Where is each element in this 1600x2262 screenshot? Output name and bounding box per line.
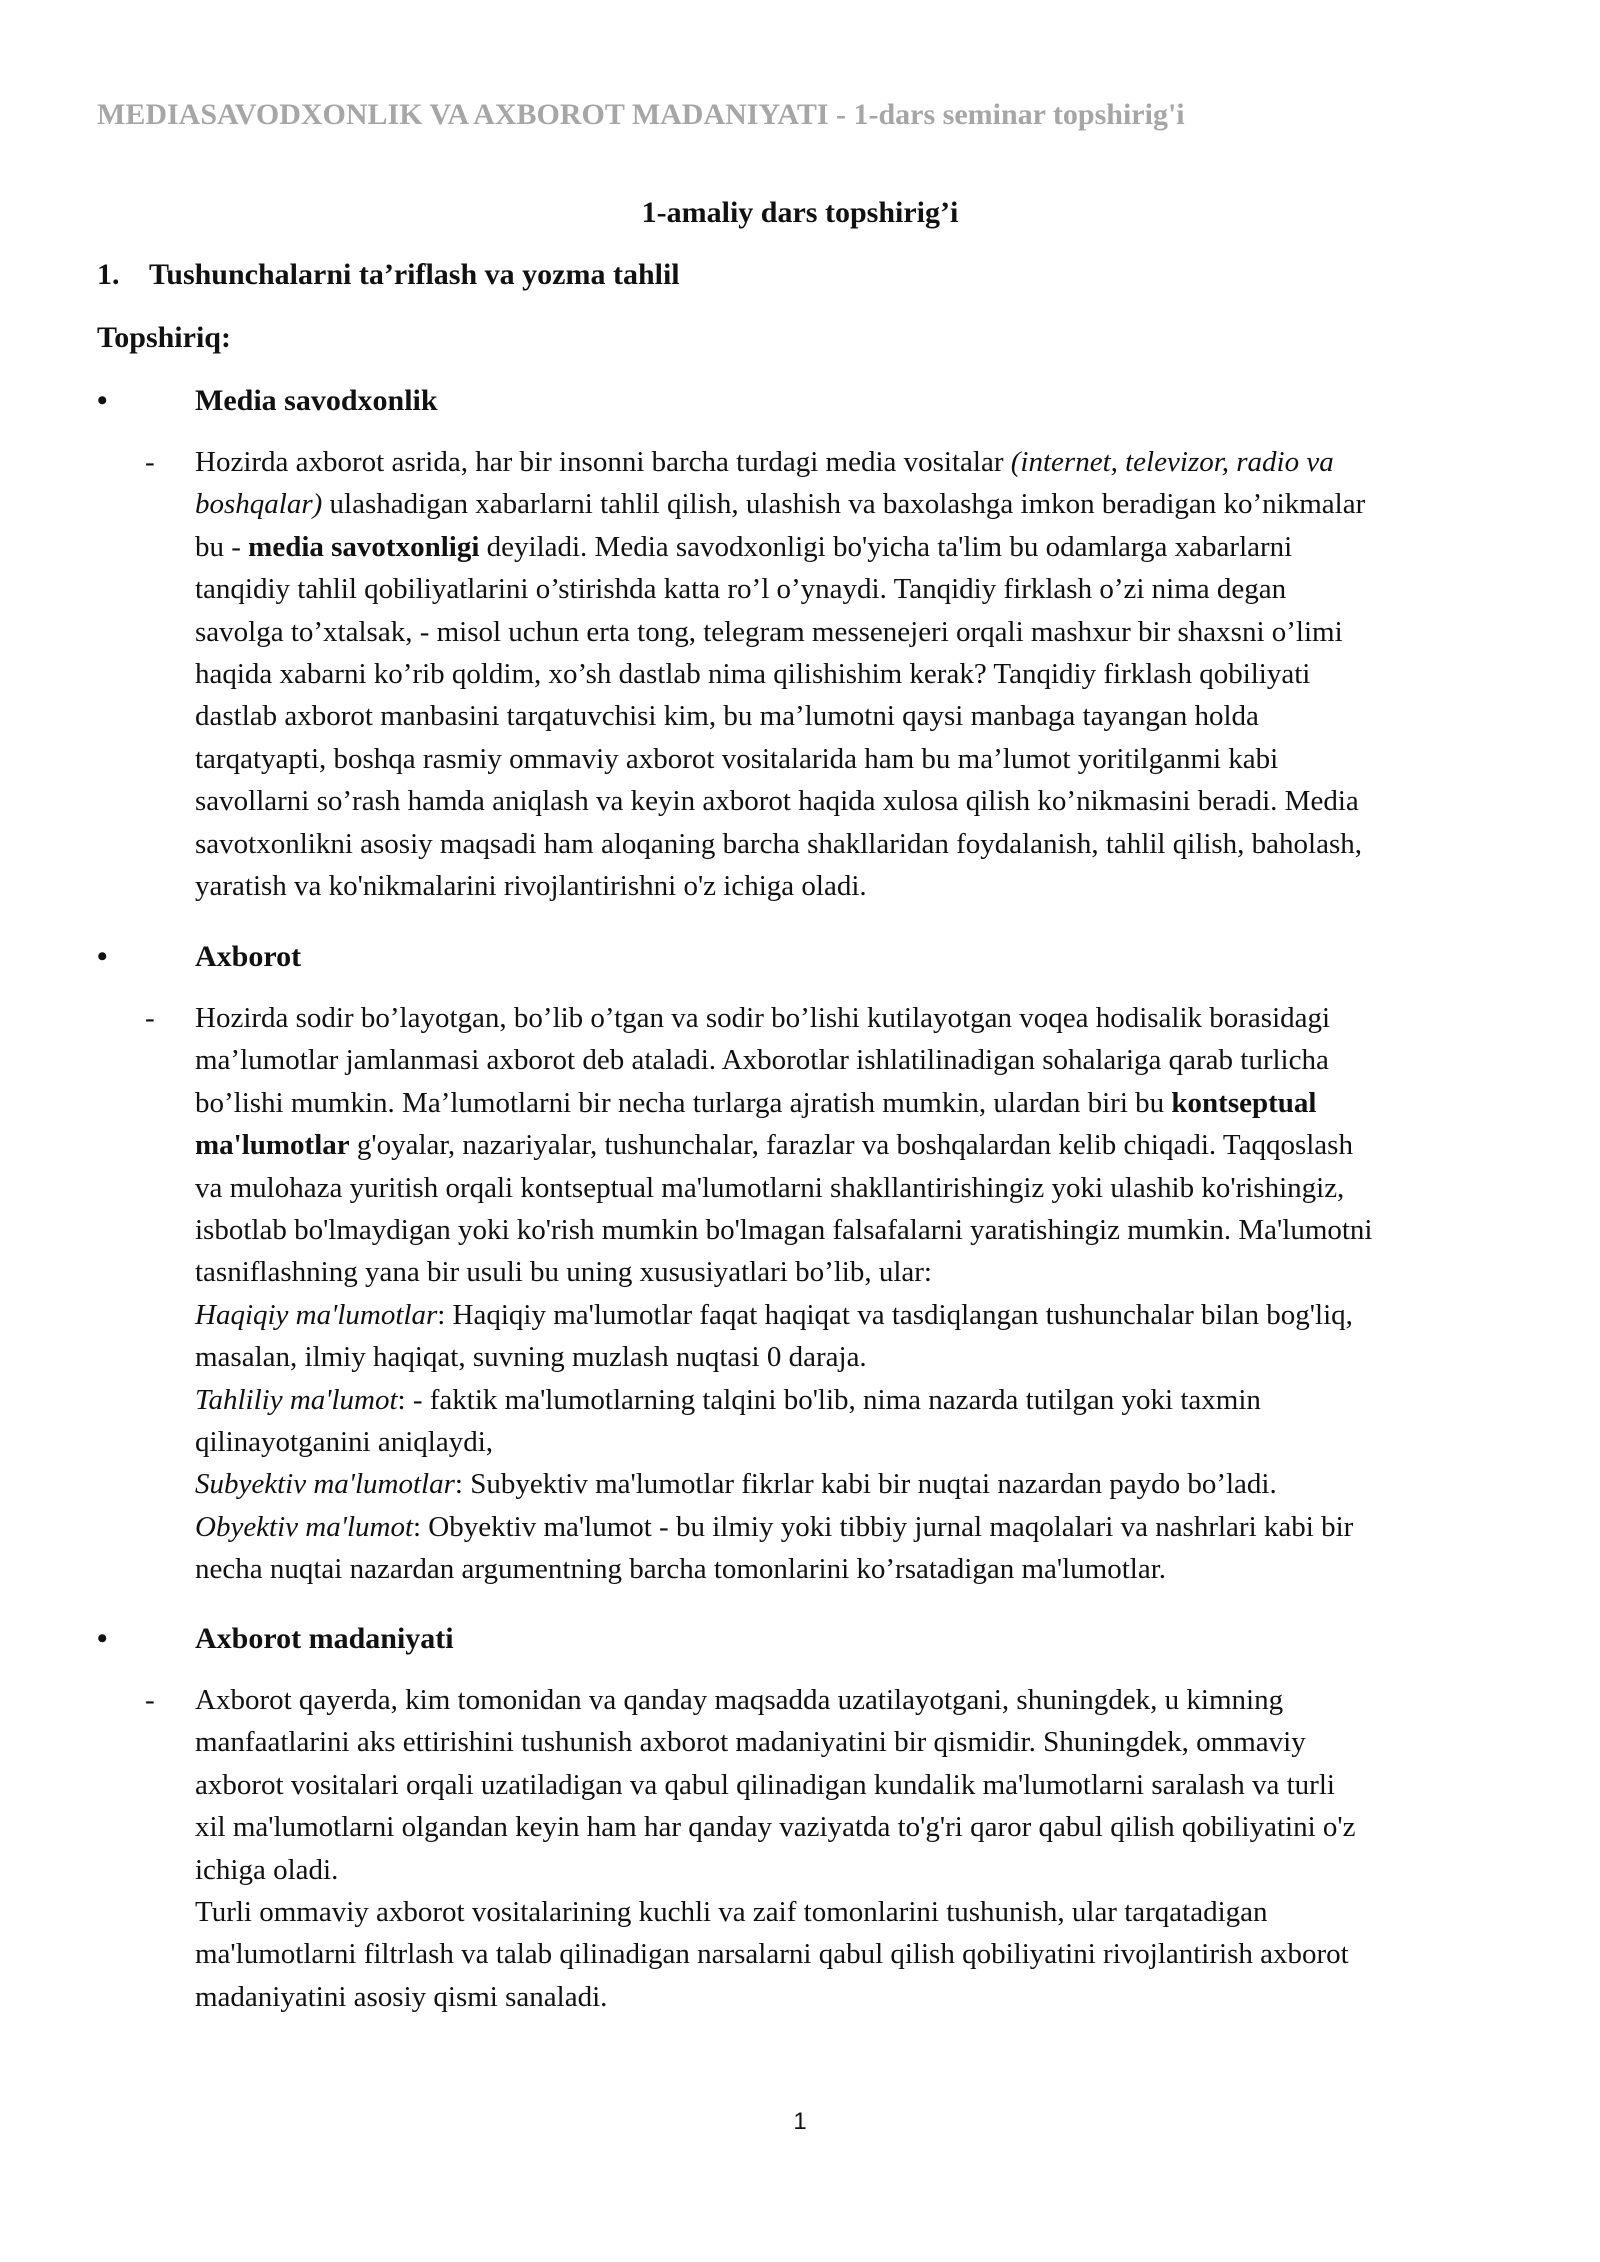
para-line: Haqiqiy ma'lumotlar: Haqiqiy ma'lumotlar faqat haqiqat va tasdiqlangan tushunchalar bilan bog'liq, <box>195 1298 1353 1331</box>
bullet-symbol: • <box>97 384 108 417</box>
document-title: 1-amaliy dars topshirig’i <box>641 196 959 229</box>
para-line: madaniyatini asosiy qismi sanaladi. <box>195 1980 608 2013</box>
para-line: isbotlab bo'lmaydigan yoki ko'rish mumkin bo'lmagan falsafalarni yaratishingiz mumkin. Ma'lumotni <box>195 1214 1373 1247</box>
para-line: ichiga oladi. <box>195 1853 339 1886</box>
para-line: bo’lishi mumkin. Ma’lumotlarni bir necha turlarga ajratish mumkin, ulardan biri bu kontseptual <box>195 1086 1317 1119</box>
para-line: Hozirda sodir bo’layotgan, bo’lib o’tgan va sodir bo’lishi kutilayotgan voqea hodisalik borasidagi <box>195 1002 1331 1034</box>
para-line: xil ma'lumotlarni olgandan keyin ham har qanday vaziyatda to'g'ri qaror qabul qilish qobiliyatini o'z <box>195 1811 1356 1844</box>
bullet-heading-media-literacy <box>97 384 438 418</box>
section-number: 1. <box>97 258 120 291</box>
task-label: Topshiriq: <box>97 321 231 354</box>
running-header: MEDIASAVODXONLIK VA AXBOROT MADANIYATI - 1-dars seminar topshirig'i <box>97 98 1185 131</box>
para-line: Tahliliy ma'lumot: - faktik ma'lumotlarning talqini bo'lib, nima nazarda tutilgan yoki taxmin <box>195 1383 1261 1416</box>
para-line: necha nuqtai nazardan argumentning barcha tomonlarini ko’rsatadigan ma'lumotlar. <box>195 1553 1167 1586</box>
para-line: boshqalar) ulashadigan xabarlarni tahlil qilish, ulashish va baxolashga imkon beradigan ko’nikmalar <box>195 488 1366 521</box>
dash-marker: - <box>145 1684 155 1716</box>
para-line: yaratish va ko'nikmalarini rivojlantirishni o'z ichiga oladi. <box>195 870 867 903</box>
para-line: ma'lumotlar g'oyalar, nazariyalar, tushunchalar, farazlar va boshqalardan kelib chiqadi. Taqqoslash <box>195 1129 1353 1162</box>
bullet-title: Axborot <box>195 940 302 973</box>
para-line: qilinayotganini aniqlaydi, <box>195 1426 494 1459</box>
para-line: savollarni so’rash hamda aniqlash va keyin axborot haqida xulosa qilish ko’nikmasini beradi. Media <box>195 785 1359 818</box>
bullet-heading-information-culture <box>97 1622 454 1656</box>
para-line: dastlab axborot manbasini tarqatuvchisi kim, bu ma’lumotni qaysi manbaga tayangan holda <box>195 700 1259 733</box>
para-line: manfaatlarini aks ettirishini tushunish axborot madaniyatini bir qismidir. Shuningdek, ommaviy <box>195 1726 1306 1759</box>
para-line: bu - media savotxonligi deyiladi. Media savodxonligi bo'yicha ta'lim bu odamlarga xabarlarni <box>195 530 1293 563</box>
para-line: tasniflashning yana bir usuli bu uning xususiyatlari bo’lib, ular: <box>195 1256 932 1289</box>
section-heading <box>97 258 680 292</box>
paragraph-information <box>195 997 1515 1591</box>
para-line: Hozirda axborot asrida, har bir insonni barcha turdagi media vositalar (internet, televizor, radio va <box>195 446 1334 478</box>
para-line: Obyektiv ma'lumot: Obyektiv ma'lumot - bu ilmiy yoki tibbiy jurnal maqolalari va nashrlari kabi bir <box>195 1510 1354 1543</box>
para-line: axborot vositalari orqali uzatiladigan va qabul qilinadigan kundalik ma'lumotlarni saralash va turli <box>195 1768 1335 1801</box>
paragraph-media-literacy <box>195 441 1515 907</box>
para-line: haqida xabarni ko’rib qoldim, xo’sh dastlab nima qilishishim kerak? Tanqidiy firklash qobiliyati <box>195 658 1311 691</box>
section-title: Tushunchalarni ta’riflash va yozma tahlil <box>149 258 680 291</box>
page-number: 1 <box>793 2108 807 2135</box>
dash-marker: - <box>145 446 155 478</box>
dash-marker: - <box>145 1002 155 1034</box>
para-line: ma’lumotlar jamlanmasi axborot deb ataladi. Axborotlar ishlatilinadigan sohalariga qarab turlicha <box>195 1044 1329 1077</box>
bullet-heading-information <box>97 940 301 974</box>
para-line: savotxonlikni asosiy maqsadi ham aloqaning barcha shakllaridan foydalanish, tahlil qilish, baholash, <box>195 827 1363 860</box>
para-line: tanqidiy tahlil qobiliyatlarini o’stirishda katta ro’l o’ynaydi. Tanqidiy firklash o’zi nima degan <box>195 573 1287 606</box>
para-line: masalan, ilmiy haqiqat, suvning muzlash nuqtasi 0 daraja. <box>195 1341 867 1374</box>
para-line: tarqatyapti, boshqa rasmiy ommaviy axborot vositalarida ham bu ma’lumot yoritilganmi kabi <box>195 742 1279 775</box>
para-line: savolga to’xtalsak, - misol uchun erta tong, telegram messenejeri orqali mashxur bir shaxsni o’limi <box>195 615 1343 648</box>
bullet-symbol: • <box>97 1622 108 1655</box>
bullet-title: Axborot madaniyati <box>195 1622 454 1655</box>
paragraph-information-culture <box>195 1679 1515 2018</box>
para-line: va mulohaza yuritish orqali kontseptual ma'lumotlarni shakllantirishingiz yoki ulashib ko'rishingiz, <box>195 1171 1345 1204</box>
bullet-symbol: • <box>97 940 108 973</box>
para-line: Axborot qayerda, kim tomonidan va qanday maqsadda uzatilayotgani, shuningdek, u kimning <box>195 1684 1284 1716</box>
para-line: ma'lumotlarni filtrlash va talab qilinadigan narsalarni qabul qilish qobiliyatini rivojlantirish axborot <box>195 1938 1349 1971</box>
bullet-title: Media savodxonlik <box>195 384 438 417</box>
para-line: Subyektiv ma'lumotlar: Subyektiv ma'lumotlar fikrlar kabi bir nuqtai nazardan paydo bo’ladi. <box>195 1468 1277 1501</box>
para-line: Turli ommaviy axborot vositalarining kuchli va zaif tomonlarini tushunish, ular tarqatadigan <box>195 1896 1268 1929</box>
